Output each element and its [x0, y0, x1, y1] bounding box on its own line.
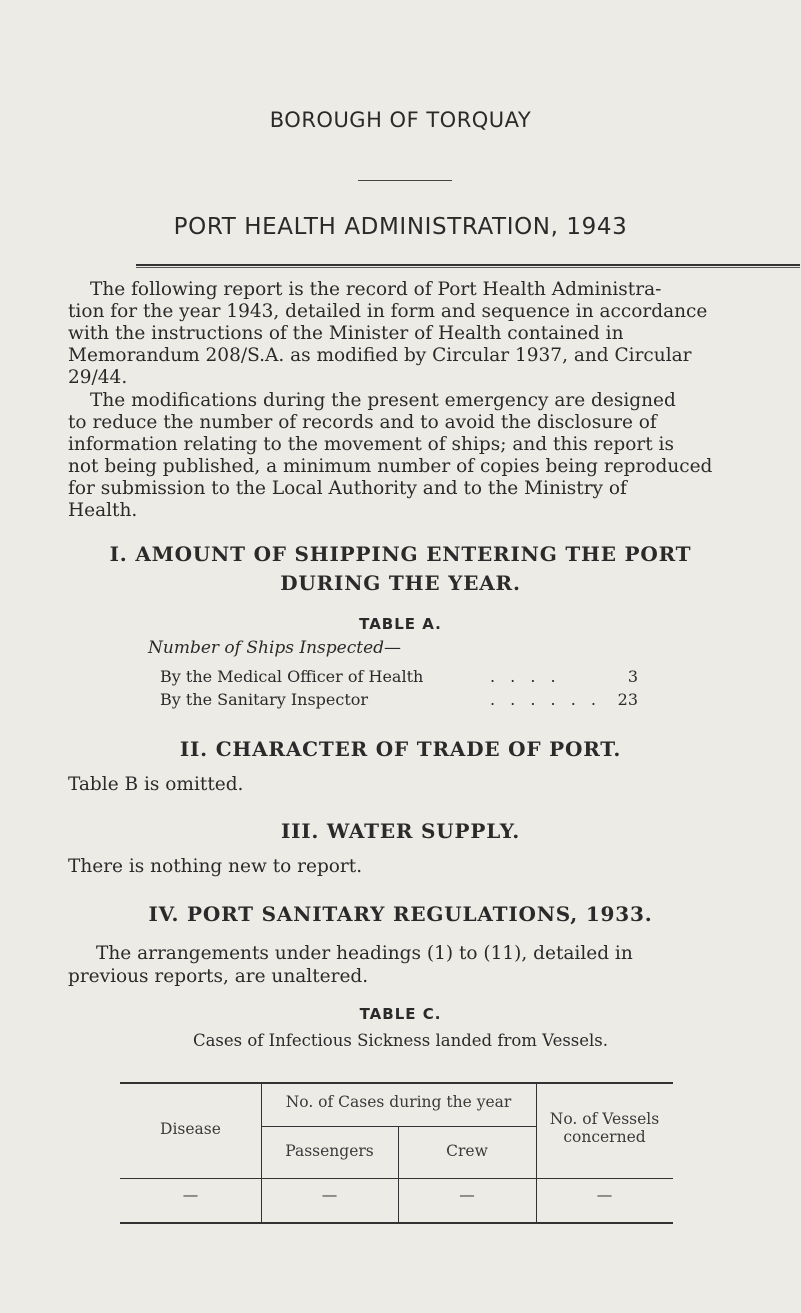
section-1-heading — [0, 540, 801, 598]
text-line: The modifications during the present emergency are designed — [90, 390, 676, 411]
text-line: Health. — [68, 500, 138, 521]
text-line: to reduce the number of records and to avoid the disclosure of — [68, 412, 657, 433]
table-cell-vessels: — — [596, 1186, 613, 1204]
section-2-heading: II. CHARACTER OF TRADE OF PORT. — [179, 737, 622, 761]
row-label: By the Medical Officer of Health — [160, 667, 424, 686]
text-line: Memorandum 208/S.A. as modified by Circular 1937, and Circular — [68, 345, 692, 366]
text-line: The following report is the record of Port Health Administra- — [90, 279, 662, 300]
short-divider — [358, 180, 452, 181]
table-c-caption: Cases of Infectious Sickness landed from Vessels. — [192, 1031, 609, 1050]
section-1-heading-line-2: DURING THE YEAR. — [280, 571, 521, 595]
text-line: with the instructions of the Minister of Health contained in — [68, 323, 624, 344]
table-cell-crew: — — [459, 1186, 475, 1204]
table-cell-passengers: — — [321, 1186, 338, 1204]
header-passengers: Passengers — [285, 1142, 374, 1160]
header-disease: Disease — [160, 1120, 221, 1138]
borough-title: BOROUGH OF TORQUAY — [269, 108, 532, 132]
header-vessels-line-1: No. of Vessels — [549, 1110, 660, 1128]
header-crew: Crew — [446, 1142, 488, 1160]
leader-dots: . . . . — [490, 667, 561, 686]
row-value: 23 — [617, 690, 638, 709]
section-3-text: There is nothing new to report. — [68, 856, 363, 877]
text-line: for submission to the Local Authority and to the Ministry of — [68, 478, 627, 499]
text-line: tion for the year 1943, detailed in form and sequence in accordance — [68, 301, 708, 322]
intro-paragraph-1 — [68, 279, 734, 389]
table-cell-disease: — — [182, 1186, 199, 1204]
column-divider — [398, 1126, 399, 1224]
section-1-heading-line-1: I. AMOUNT OF SHIPPING ENTERING THE PORT — [109, 542, 692, 566]
intro-paragraph-2 — [68, 390, 734, 522]
section-2-text: Table B is omitted. — [68, 774, 244, 795]
text-line: not being published, a minimum number of copies being reproduced — [68, 456, 713, 477]
row-label: By the Sanitary Inspector — [160, 690, 369, 709]
text-line: information relating to the movement of ships; and this report is — [68, 434, 674, 455]
header-vessels-line-2: concerned — [563, 1128, 646, 1146]
section-4-heading: IV. PORT SANITARY REGULATIONS, 1933. — [148, 902, 653, 926]
infectious-sickness-table — [120, 1082, 673, 1224]
ships-inspected-subtitle: Number of Ships Inspected— — [148, 638, 402, 658]
header-bottom-rule — [120, 1178, 673, 1179]
table-c-label: TABLE C. — [359, 1005, 442, 1023]
section-4-text-line-1: The arrangements under headings (1) to (11), detailed in — [96, 943, 633, 964]
header-vessels — [536, 1110, 673, 1146]
section-4-text-line-2: previous reports, are unaltered. — [68, 966, 369, 987]
header-cases-group: No. of Cases during the year — [285, 1093, 512, 1111]
table-top-rule — [120, 1082, 673, 1084]
leader-dots: . . . . . . — [490, 690, 601, 709]
row-value: 3 — [627, 667, 638, 686]
table-bottom-rule — [120, 1222, 673, 1224]
title-underline — [136, 264, 800, 268]
text-line: 29/44. — [68, 367, 128, 388]
table-a-label: TABLE A. — [359, 615, 442, 633]
section-3-heading: III. WATER SUPPLY. — [280, 819, 521, 843]
document-title: PORT HEALTH ADMINISTRATION, 1943 — [173, 214, 628, 240]
